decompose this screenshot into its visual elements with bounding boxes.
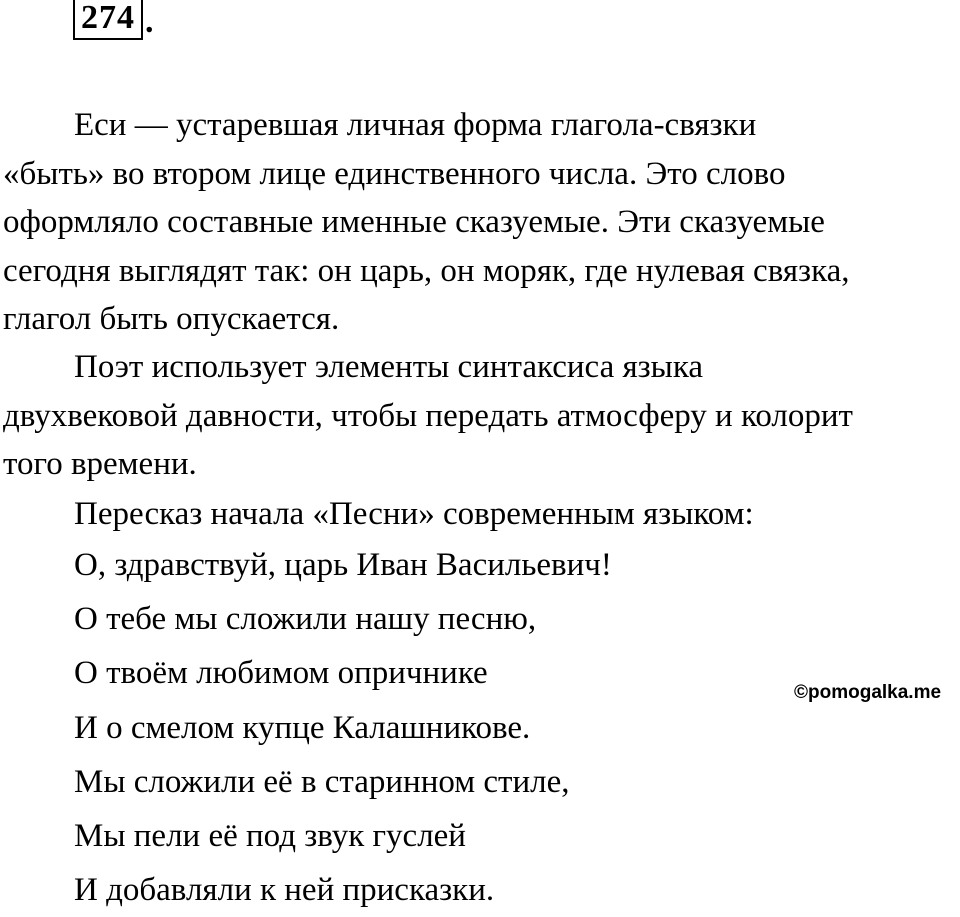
paragraph-explanation: [3, 101, 958, 344]
paragraph-purpose: [3, 343, 958, 489]
verse-retelling: [74, 538, 612, 917]
verse-line: Мы сложили её в старинном стиле,: [74, 763, 570, 800]
paragraph-line: Еси — устаревшая личная форма глагола-связки: [74, 107, 757, 143]
retelling-intro: [3, 490, 958, 539]
verse-line: О тебе мы сложили нашу песню,: [74, 601, 537, 638]
exercise-number: [73, 0, 154, 40]
paragraph-line: двухвековой давности, чтобы передать атмосферу и колорит: [3, 397, 853, 434]
paragraph-line: глагол быть опускается.: [3, 301, 340, 337]
verse-line: И о смелом купце Калашникове.: [74, 709, 531, 746]
retelling-intro-text: Пересказ начала «Песни» современным языком:: [74, 496, 754, 532]
verse-line: Мы пели её под звук гуслей: [74, 818, 466, 855]
verse-line: О твоём любимом опричнике: [74, 655, 488, 692]
paragraph-line: «быть» во втором лице единственного числа. Это слово: [3, 155, 786, 192]
verse-line: О, здравствуй, царь Иван Васильевич!: [74, 547, 612, 583]
paragraph-line: сегодня выглядят так: он царь, он моряк, где нулевая связка,: [3, 252, 850, 289]
paragraph-line: того времени.: [3, 446, 197, 482]
exercise-number-box: 274: [73, 0, 143, 40]
exercise-number-dot: .: [145, 3, 154, 40]
verse-line: И добавляли к ней присказки.: [74, 872, 495, 909]
paragraph-line: Поэт использует элементы синтаксиса языка: [74, 349, 704, 385]
paragraph-line: оформляло составные именные сказуемые. Эти сказуемые: [3, 204, 825, 240]
watermark: ©pomogalka.me: [794, 682, 942, 703]
